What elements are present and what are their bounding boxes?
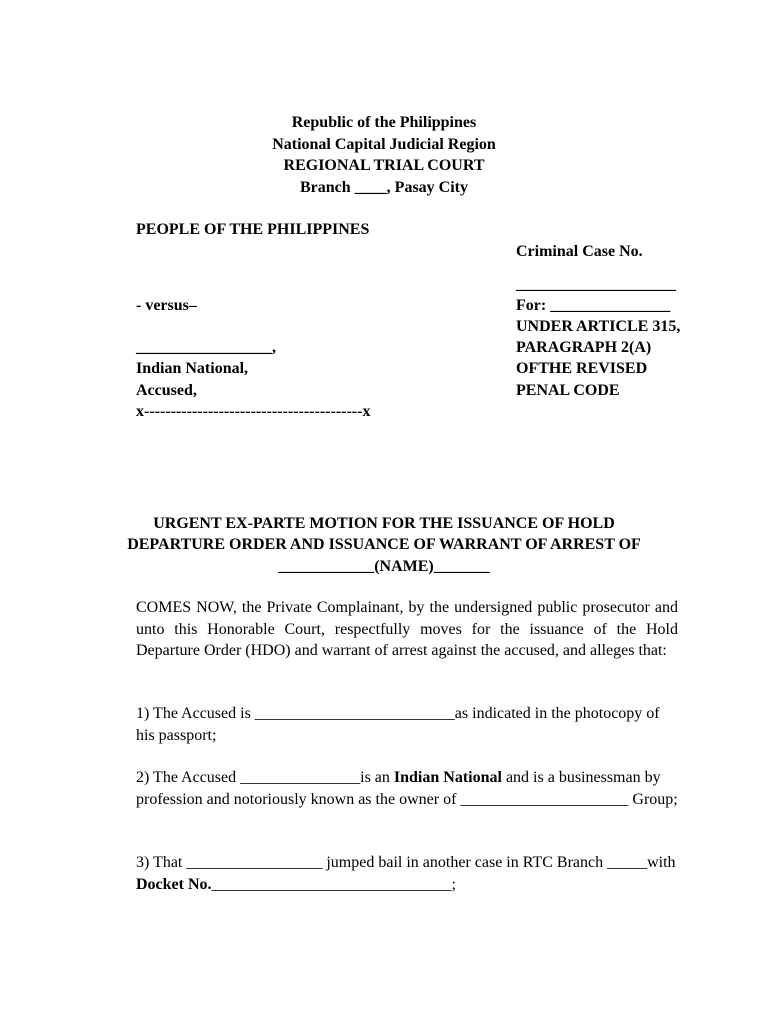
offense-line-2: PARAGRAPH 2(A) (516, 339, 652, 356)
allegation-3-part-a: 3) That _________________ jumped bail in another case in RTC Branch _____with (136, 854, 676, 871)
case-number-blank: ____________________ (516, 276, 676, 293)
allegation-3-bold: Docket No. (136, 875, 212, 893)
header-republic: Republic of the Philippines (291, 114, 477, 131)
allegation-2 (136, 767, 678, 810)
allegation-2-part-b: and is a businessman by profession and notoriously known as the owner of _____________________ Group; (136, 769, 678, 808)
offense-line-3: OFTHE REVISED (516, 360, 648, 377)
case-for-line: For: _______________ (516, 297, 671, 314)
caption-accused-nationality: Indian National, (136, 360, 249, 377)
motion-title-line-3: ____________(NAME)_______ (278, 558, 490, 575)
caption-versus: - versus– (136, 297, 197, 314)
allegation-2-bold: Indian National (393, 769, 502, 786)
allegation-3 (136, 852, 678, 895)
case-number-label: Criminal Case No. (516, 243, 643, 260)
header-branch: Branch ____, Pasay City (300, 179, 468, 196)
motion-title-line-1: URGENT EX-PARTE MOTION FOR THE ISSUANCE OF HOLD (153, 515, 615, 532)
offense-line-1: UNDER ARTICLE 315, (516, 318, 681, 335)
offense-line-4: PENAL CODE (516, 382, 620, 399)
caption-accused-label: Accused, (136, 382, 197, 399)
caption-accused-blank: _________________, (136, 339, 276, 356)
header-court: REGIONAL TRIAL COURT (283, 157, 485, 174)
allegation-3-part-b: ______________________________; (211, 875, 456, 893)
header-region: National Capital Judicial Region (272, 136, 496, 153)
allegation-2-part-a: 2) The Accused _______________is an (136, 769, 394, 786)
allegation-1: 1) The Accused is _________________________as indicated in the photocopy of his passport; (136, 705, 660, 744)
caption-plaintiff: PEOPLE OF THE PHILIPPINES (136, 221, 370, 238)
motion-title-line-2: DEPARTURE ORDER AND ISSUANCE OF WARRANT OF ARREST OF (127, 536, 641, 553)
caption-divider: x-----------------------------------------x (136, 403, 371, 420)
intro-paragraph: COMES NOW, the Private Complainant, by the undersigned public prosecutor and unto this Honorable Court, respectfully moves for the issuance of the Hold Departure Order (HDO) and warrant of arrest against the accused, and alleges that: (136, 599, 678, 659)
